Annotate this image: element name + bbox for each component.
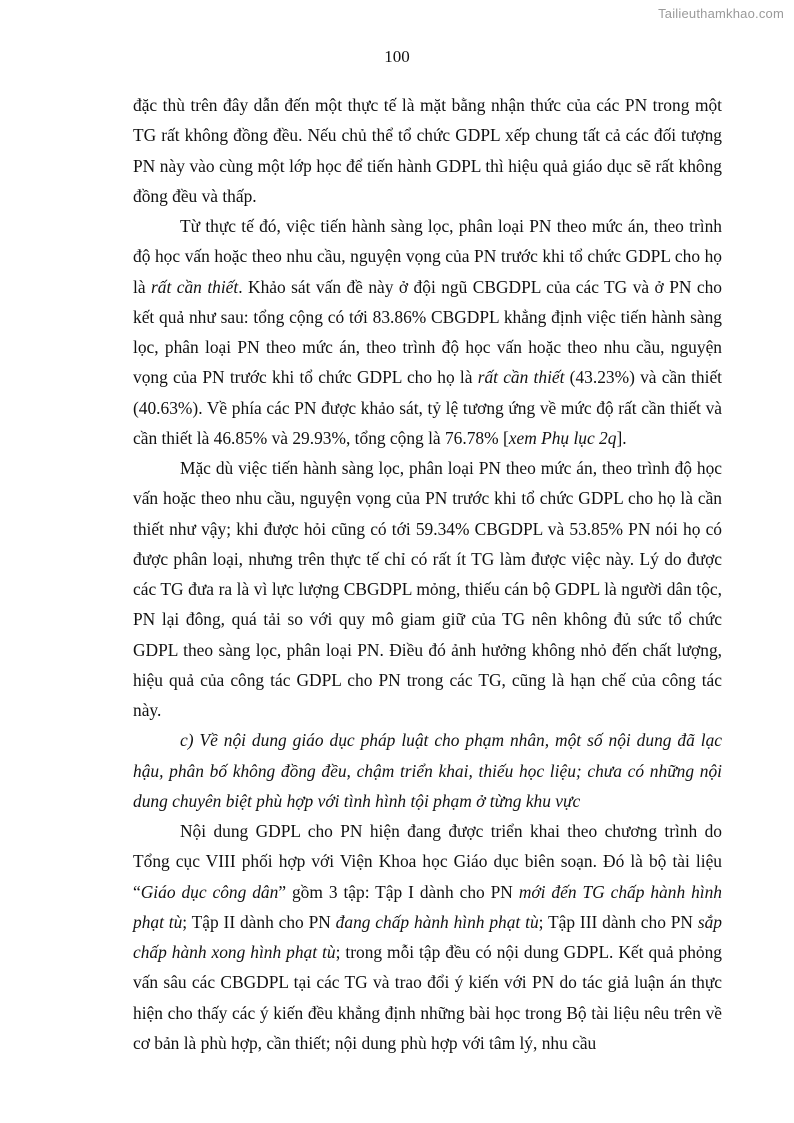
paragraph-4-text-1: Nội dung GDPL cho PN hiện đang được triển khai theo chương trình do Tổng cục VIII phối hợp với Viện Khoa học Giáo dục biên soạn. Đó là bộ tài liệu “ bbox=[133, 821, 722, 902]
paragraph-2-text-3: (43.23%) và cần thiết (40.63%). Về phía các PN được khảo sát, tỷ lệ tương ứng về mức độ rất cần thiết và cần thiết là 46.85% và 29.93%, tổng cộng là 76.78% [ bbox=[133, 367, 722, 448]
paragraph-4-volume-1: mới đến TG chấp hành hình phạt tù bbox=[133, 881, 722, 932]
paragraph-4-text-4: ; Tập III dành cho PN bbox=[538, 911, 698, 932]
paragraph-2-text-2: . Khảo sát vấn đề này ở đội ngũ CBGDPL của các TG và ở PN cho kết quả như sau: tổng cộng có tới 83.86% CBGDPL khẳng định việc tiến hành sàng lọc, phân loại PN theo mức án, theo trình độ học vấn hoặc theo nhu cầu, nguyện vọng của PN trước khi tổ chức GDPL cho họ là bbox=[133, 276, 722, 388]
document-body bbox=[133, 90, 722, 1058]
paragraph-3: Mặc dù việc tiến hành sàng lọc, phân loại PN theo mức án, theo trình độ học vấn hoặc theo nhu cầu, nguyện vọng của PN trước khi tổ chức GDPL cho họ là cần thiết như vậy; khi được hỏi cũng có tới 59.34% CBGDPL và 53.85% PN nói họ có được phân loại, nhưng trên thực tế chỉ có rất ít TG làm được việc này. Lý do được các TG đưa ra là vì lực lượng CBGDPL mỏng, thiếu cán bộ GDPL là người dân tộc, PN lại đông, quá tải so với quy mô giam giữ của TG nên không đủ sức tổ chức GDPL theo sàng lọc, phân loại PN. Điều đó ảnh hưởng không nhỏ đến chất lượng, hiệu quả của công tác GDPL cho PN trong các TG, cũng là hạn chế của công tác này. bbox=[133, 458, 722, 720]
watermark: Tailieuthamkhao.com bbox=[658, 6, 784, 21]
paragraph-4 bbox=[133, 816, 722, 1058]
paragraph-4-text-2: ” gồm 3 tập: Tập I dành cho PN bbox=[278, 881, 519, 902]
paragraph-4-volume-2: đang chấp hành hình phạt tù bbox=[335, 911, 539, 932]
paragraph-2-emphasis-1: rất cần thiết bbox=[151, 276, 239, 297]
paragraph-2-text-4: ]. bbox=[616, 427, 627, 448]
paragraph-4-text-3: ; Tập II dành cho PN bbox=[182, 911, 336, 932]
paragraph-4-text-5: ; trong mỗi tập đều có nội dung GDPL. Kết quả phỏng vấn sâu các CBGDPL tại các TG và trao đổi ý kiến với PN do tác giả luận án thực hiện cho thấy các ý kiến đều khẳng định những bài học trong Bộ tài liệu nêu trên về cơ bản là phù hợp, cần thiết; nội dung phù hợp với tâm lý, nhu cầu bbox=[133, 942, 722, 1053]
section-heading-c: c) Về nội dung giáo dục pháp luật cho phạm nhân, một số nội dung đã lạc hậu, phân bố không đồng đều, chậm triển khai, thiếu học liệu; chưa có những nội dung chuyên biệt phù hợp với tình hình tội phạm ở từng khu vực bbox=[133, 730, 722, 811]
paragraph-2 bbox=[133, 211, 722, 453]
paragraph-4-volume-3: sắp chấp hành xong hình phạt tù bbox=[133, 911, 722, 962]
paragraph-2-emphasis-2: rất cần thiết bbox=[477, 367, 565, 388]
page-number: 100 bbox=[384, 47, 410, 66]
paragraph-2-reference: xem Phụ lục 2q bbox=[508, 427, 617, 448]
paragraph-2-text-1: Từ thực tế đó, việc tiến hành sàng lọc, phân loại PN theo mức án, theo trình độ học vấn hoặc theo nhu cầu, nguyện vọng của PN trước khi tổ chức GDPL cho họ là bbox=[133, 216, 722, 297]
paragraph-4-book-title: Giáo dục công dân bbox=[140, 881, 279, 902]
paragraph-1: đặc thù trên đây dẫn đến một thực tế là mặt bằng nhận thức của các PN trong một TG rất không đồng đều. Nếu chủ thể tổ chức GDPL xếp chung tất cả các đối tượng PN này vào cùng một lớp học để tiến hành GDPL thì hiệu quả giáo dục sẽ rất không đồng đều và thấp. bbox=[133, 95, 722, 206]
